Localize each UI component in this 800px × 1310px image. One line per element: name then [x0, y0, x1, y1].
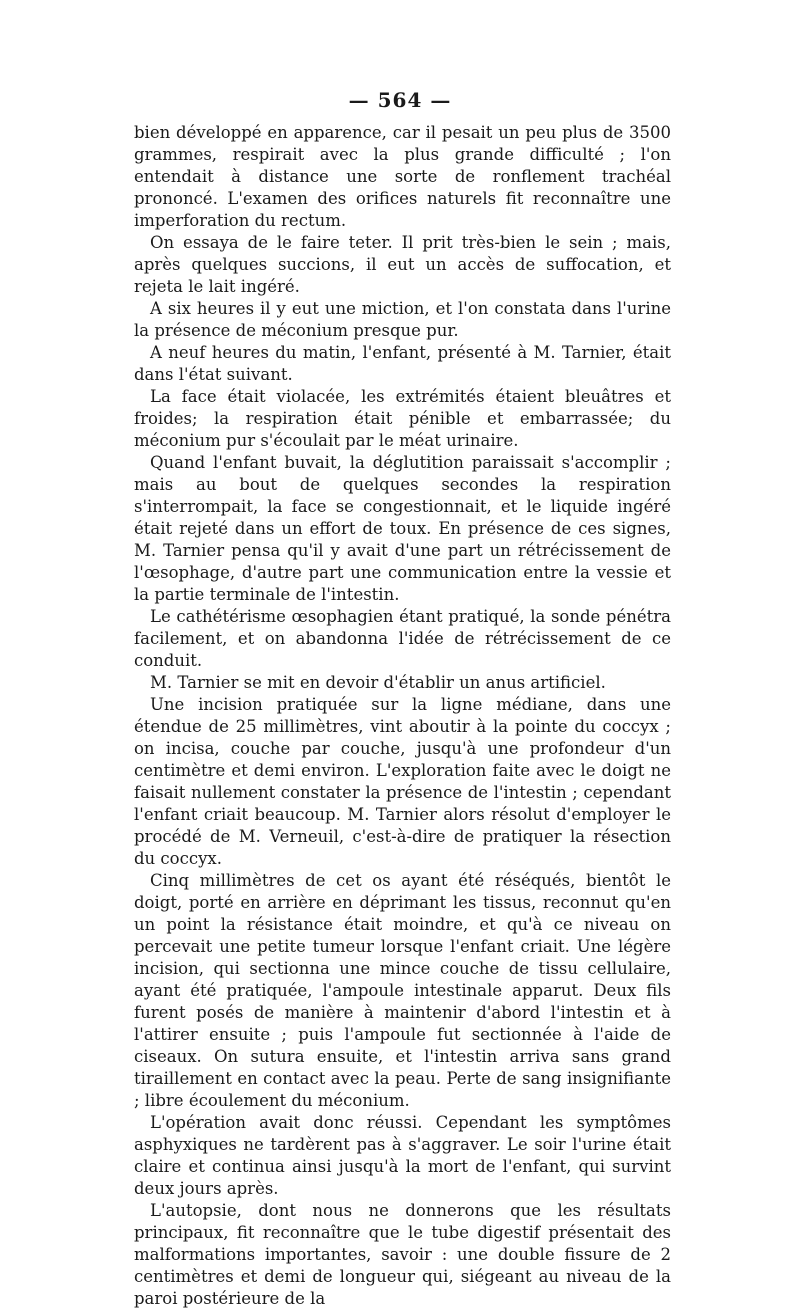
paragraph: On essaya de le faire teter. Il prit très-bien le sein ; mais, après quelques succions, il eut un accès de suffocation, et rejeta le lait ingéré.: [134, 233, 671, 296]
paragraph: L'opération avait donc réussi. Cependant les symptômes asphyxiques ne tardèrent pas à s'aggraver. Le soir l'urine était claire et continua ainsi jusqu'à la mort de l'enfant, qui survint deux jours après.: [134, 1113, 671, 1198]
paragraph: M. Tarnier se mit en devoir d'établir un anus artificiel.: [150, 673, 606, 692]
paragraph: A six heures il y eut une miction, et l'on constata dans l'urine la présence de méconium presque pur.: [134, 299, 671, 340]
page-number: — 564 —: [348, 88, 452, 112]
paragraph: bien développé en apparence, car il pesait un peu plus de 3500 grammes, respirait avec la plus grande difficulté ; l'on entendait à distance une sorte de ronflement trachéal prononcé. L'examen des orifices naturels fit reconnaître une imperforation du rectum.: [134, 123, 671, 230]
paragraph: Le cathétérisme œsophagien étant pratiqué, la sonde pénétra facilement, et on abandonna l'idée de rétrécissement de ce conduit.: [134, 607, 671, 670]
paragraph: Une incision pratiquée sur la ligne médiane, dans une étendue de 25 millimètres, vint aboutir à la pointe du coccyx ; on incisa, couche par couche, jusqu'à une profondeur d'un centimètre et demi environ. L'exploration faite avec le doigt ne faisait nullement constater la présence de l'intestin ; cependant l'enfant criait beaucoup. M. Tarnier alors résolut d'employer le procédé de M. Verneuil, c'est-à-dire de pratiquer la résection du coccyx.: [134, 695, 671, 868]
paragraph: Cinq millimètres de cet os ayant été réséqués, bientôt le doigt, porté en arrière en déprimant les tissus, reconnut qu'en un point la résistance était moindre, et qu'à ce niveau on percevait une petite tumeur lorsque l'enfant criait. Une légère incision, qui sectionna une mince couche de tissu cellulaire, ayant été pratiquée, l'ampoule intestinale apparut. Deux fils furent posés de manière à maintenir d'abord l'intestin et à l'attirer ensuite ; puis l'ampoule fut sectionnée à l'aide de ciseaux. On sutura ensuite, et l'intestin arriva sans grand tiraillement en contact avec la peau. Perte de sang insignifiante ; libre écoulement du méconium.: [134, 871, 671, 1110]
paragraph: La face était violacée, les extrémités étaient bleuâtres et froides; la respiration était pénible et embarrassée; du méconium pur s'écoulait par le méat urinaire.: [134, 387, 671, 450]
paragraph: L'autopsie, dont nous ne donnerons que les résultats principaux, fit reconnaître que le tube digestif présentait des malformations importantes, savoir : une double fissure de 2 centimètres et demi de longueur qui, siégeant au niveau de la paroi postérieure de la: [134, 1201, 671, 1308]
body-text: [134, 122, 671, 1310]
paragraph: Quand l'enfant buvait, la déglutition paraissait s'accomplir ; mais au bout de quelques secondes la respiration s'interrompait, la face se congestionnait, et le liquide ingéré était rejeté dans un effort de toux. En présence de ces signes, M. Tarnier pensa qu'il y avait d'une part un rétrécissement de l'œsophage, d'autre part une communication entre la vessie et la partie terminale de l'intestin.: [134, 453, 671, 604]
paragraph: A neuf heures du matin, l'enfant, présenté à M. Tarnier, était dans l'état suivant.: [134, 343, 671, 384]
